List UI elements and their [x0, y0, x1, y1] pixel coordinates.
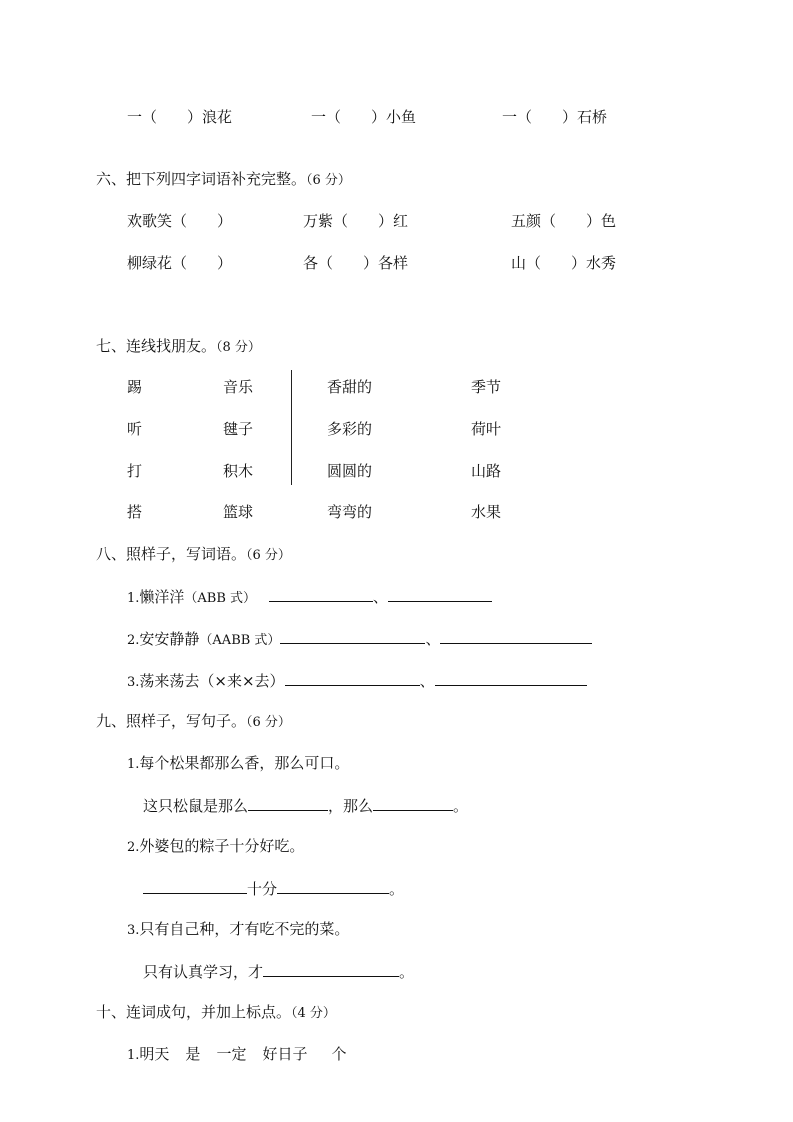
s9-q1-answer [143, 795, 468, 816]
s9-q2-mid: 十分 [247, 880, 278, 898]
s9-q1-blank-1[interactable] [248, 795, 328, 811]
s9-score: （6 分） [246, 715, 291, 730]
s8-q3-pattern: （×来×去） [199, 672, 285, 690]
s8-q2-pattern: （AABB 式） [199, 633, 281, 648]
s9-q3 [127, 919, 349, 941]
s8-q2 [127, 628, 592, 651]
s7-c4-3: 山路 [471, 462, 502, 480]
s10-q1 [127, 1044, 346, 1066]
s9-q1-text: 每个松果都那么香，那么可口。 [139, 754, 350, 772]
s5-item-1: 一（ ）浪花 [127, 108, 233, 126]
s10-heading [96, 1002, 336, 1024]
s6-r2-3: 山（ ）水秀 [511, 254, 617, 272]
s6-r2-1: 柳绿花（ ） [127, 254, 233, 272]
s10-q1-word-3: 一定 [216, 1045, 247, 1063]
s7-c1-2: 听 [127, 420, 143, 438]
s8-score: （6 分） [246, 548, 291, 563]
s6-r1-3: 五颜（ ）色 [511, 212, 617, 230]
s9-q2-end: 。 [389, 880, 405, 898]
s9-q3-end: 。 [399, 963, 415, 981]
s7-c2-3: 积木 [223, 462, 254, 480]
s7-title: 七、连线找朋友。 [96, 337, 217, 355]
s6-score: （6 分） [306, 173, 351, 188]
s9-q2-answer [143, 878, 404, 899]
s8-q2-sep: 、 [425, 630, 441, 648]
s9-q2-blank-1[interactable] [143, 878, 247, 894]
s8-q2-text: 安安静静 [139, 630, 200, 648]
s8-q3-blank-2[interactable] [435, 670, 587, 686]
s8-q1-text: 懒洋洋 [139, 588, 185, 606]
s7-c2-4: 篮球 [223, 503, 254, 521]
s7-c1-1: 踢 [127, 378, 143, 396]
s7-c3-2: 多彩的 [327, 420, 373, 438]
s8-q1-blank-2[interactable] [388, 586, 492, 602]
s10-score: （4 分） [291, 1006, 336, 1021]
s8-q1-pattern: （ABB 式） [184, 591, 257, 606]
s6-title: 六、把下列四字词语补充完整。 [96, 170, 307, 188]
s8-q3-text: 荡来荡去 [139, 672, 200, 690]
s9-title: 九、照样子，写句子。 [96, 712, 247, 730]
s9-q3-answer [143, 961, 414, 982]
s6-heading [96, 169, 351, 191]
s9-q1-a: 这只松鼠是那么 [143, 797, 249, 815]
s8-q3 [127, 670, 587, 693]
s6-r1-2: 万紫（ ）红 [303, 212, 409, 230]
s9-q2-blank-2[interactable] [277, 878, 389, 894]
s10-q1-word-4: 好日子 [262, 1045, 308, 1063]
s8-q2-blank-2[interactable] [440, 628, 592, 644]
s8-heading [96, 544, 291, 566]
s7-heading [96, 336, 261, 358]
s10-q1-num: 1. [127, 1048, 140, 1063]
s7-score: （8 分） [216, 340, 261, 355]
s9-q1-b: ，那么 [328, 797, 374, 815]
s7-c3-3: 圆圆的 [327, 462, 373, 480]
s9-q2-text: 外婆包的粽子十分好吃。 [139, 837, 305, 855]
s8-q3-sep: 、 [419, 672, 435, 690]
s10-q1-word-1: 明天 [139, 1045, 170, 1063]
s9-q3-a: 只有认真学习，才 [143, 963, 264, 981]
s10-title: 十、连词成句，并加上标点。 [96, 1003, 292, 1021]
s7-c1-3: 打 [127, 462, 143, 480]
s6-r1-1: 欢歌笑（ ） [127, 212, 233, 230]
s10-q1-word-5: 个 [331, 1045, 347, 1063]
s9-q2 [127, 836, 304, 858]
s5-item-3: 一（ ）石桥 [502, 108, 608, 126]
s10-q1-word-2: 是 [185, 1045, 201, 1063]
s9-q1 [127, 753, 349, 775]
s8-q1 [127, 586, 492, 609]
s8-title: 八、照样子，写词语。 [96, 545, 247, 563]
s9-q1-blank-2[interactable] [373, 795, 453, 811]
s9-heading [96, 711, 291, 733]
s8-q3-blank-1[interactable] [285, 670, 420, 686]
s8-q3-num: 3. [127, 675, 140, 690]
s9-q3-num: 3. [127, 923, 140, 938]
s7-c4-4: 水果 [471, 503, 502, 521]
s7-c2-2: 毽子 [223, 420, 254, 438]
s5-item-2: 一（ ）小鱼 [311, 108, 417, 126]
s7-c4-2: 荷叶 [471, 420, 502, 438]
s9-q1-end: 。 [453, 797, 469, 815]
s8-q2-blank-1[interactable] [280, 628, 425, 644]
s8-q1-blank-1[interactable] [269, 586, 373, 602]
s9-q3-text: 只有自己种，才有吃不完的菜。 [139, 920, 350, 938]
s9-q3-blank[interactable] [263, 961, 399, 977]
s7-c4-1: 季节 [471, 378, 502, 396]
s8-q1-num: 1. [127, 591, 140, 606]
s7-c2-1: 音乐 [223, 378, 254, 396]
s8-q2-num: 2. [127, 633, 140, 648]
s7-c1-4: 搭 [127, 503, 143, 521]
s9-q2-num: 2. [127, 840, 140, 855]
s8-q1-sep: 、 [372, 588, 388, 606]
s7-c3-4: 弯弯的 [327, 503, 373, 521]
s6-r2-2: 各（ ）各样 [303, 254, 409, 272]
s9-q1-num: 1. [127, 757, 140, 772]
s7-divider [291, 370, 292, 485]
s7-c3-1: 香甜的 [327, 378, 373, 396]
